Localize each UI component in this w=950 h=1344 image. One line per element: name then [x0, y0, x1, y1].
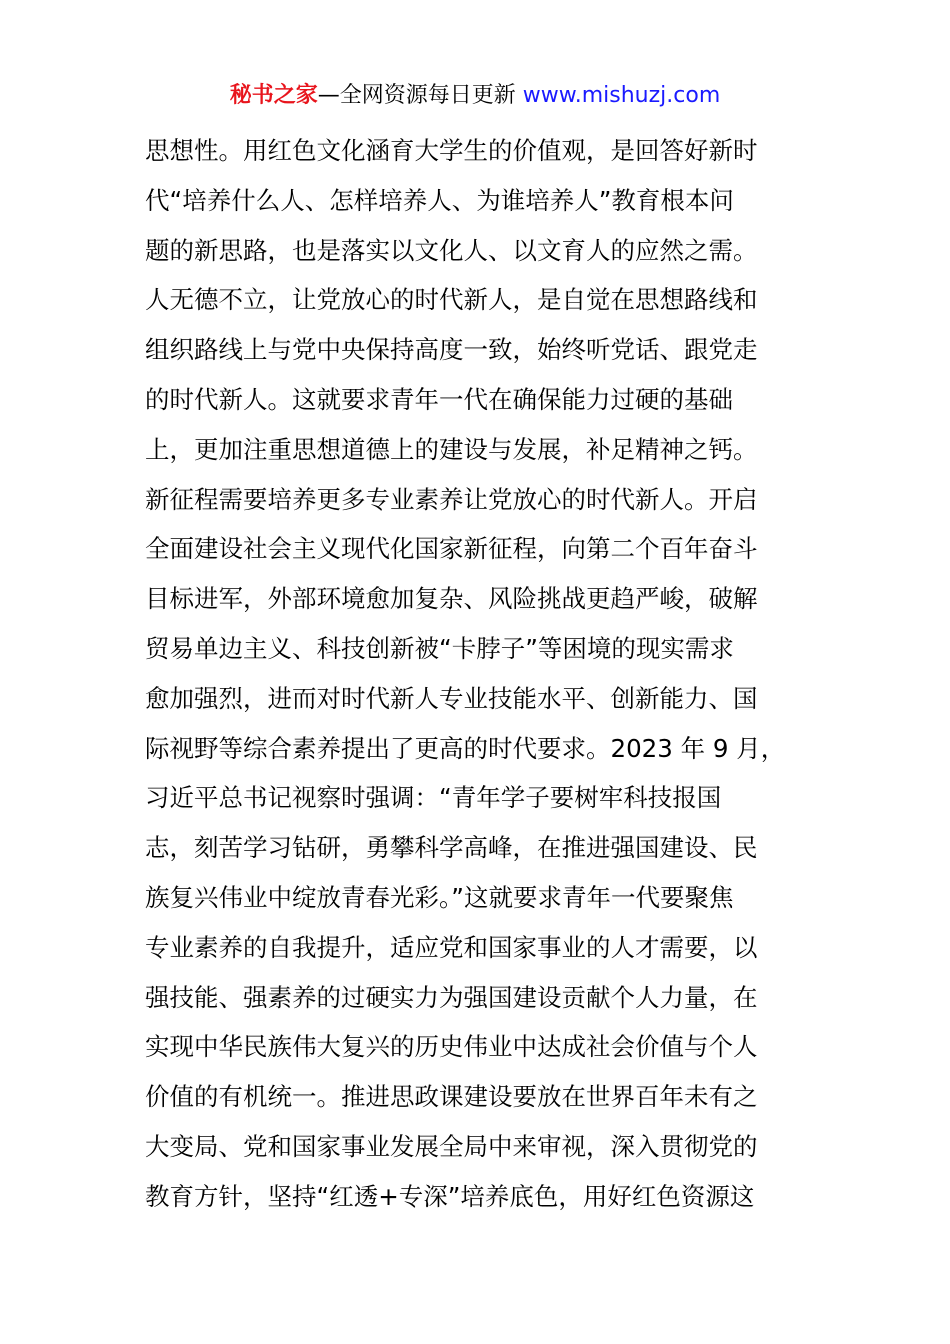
brand-name: 秘书之家	[229, 83, 318, 108]
header-tagline: —全网资源每日更新	[317, 83, 516, 108]
text-line: 价值的有机统一。推进思政课建设要放在世界百年未有之	[145, 1082, 758, 1112]
text-line: 实现中华民族伟大复兴的历史伟业中达成社会价值与个人	[145, 1032, 758, 1062]
text-line: 全面建设社会主义现代化国家新征程，向第二个百年奋斗	[145, 534, 758, 564]
text-line: 组织路线上与党中央保持高度一致，始终听党话、跟党走	[145, 335, 758, 365]
text-line: 题的新思路，也是落实以文化人、以文育人的应然之需。	[145, 235, 758, 265]
text-line: 人无德不立，让党放心的时代新人，是自觉在思想路线和	[145, 285, 758, 315]
site-url-link[interactable]: www.mishuzj.com	[522, 83, 721, 108]
text-line: 新征程需要培养更多专业素养让党放心的时代新人。开启	[145, 484, 758, 514]
text-line: 专业素养的自我提升，适应党和国家事业的人才需要，以	[145, 932, 758, 962]
text-line: 代“培养什么人、怎样培养人、为谁培养人”教育根本问	[145, 185, 734, 215]
text-line: 上，更加注重思想道德上的建设与发展，补足精神之钙。	[145, 434, 758, 464]
text-line: 愈加强烈，进而对时代新人专业技能水平、创新能力、国	[145, 683, 758, 713]
text-line: 贸易单边主义、科技创新被“卡脖子”等困境的现实需求	[145, 633, 734, 663]
text-line: 族复兴伟业中绽放青春光彩。”这就要求青年一代要聚焦	[145, 882, 734, 912]
text-line: 志，刻苦学习钻研，勇攀科学高峰，在推进强国建设、民	[145, 833, 758, 863]
text-line: 际视野等综合素养提出了更高的时代要求。2023 年 9 月，	[145, 733, 786, 763]
site-header	[0, 80, 950, 112]
text-line: 的时代新人。这就要求青年一代在确保能力过硬的基础	[145, 384, 733, 414]
text-line: 思想性。用红色文化涵育大学生的价值观，是回答好新时	[145, 136, 758, 165]
text-line: 教育方针，坚持“红透+专深”培养底色，用好红色资源这	[145, 1181, 755, 1211]
text-line: 强技能、强素养的过硬实力为强国建设贡献个人力量，在	[145, 982, 758, 1012]
text-line: 目标进军，外部环境愈加复杂、风险挑战更趋严峻，破解	[145, 584, 758, 614]
text-line: 习近平总书记视察时强调：“青年学子要树牢科技报国	[145, 783, 722, 813]
text-line: 大变局、党和国家事业发展全局中来审视，深入贯彻党的	[145, 1131, 758, 1161]
document-body	[145, 126, 815, 1222]
